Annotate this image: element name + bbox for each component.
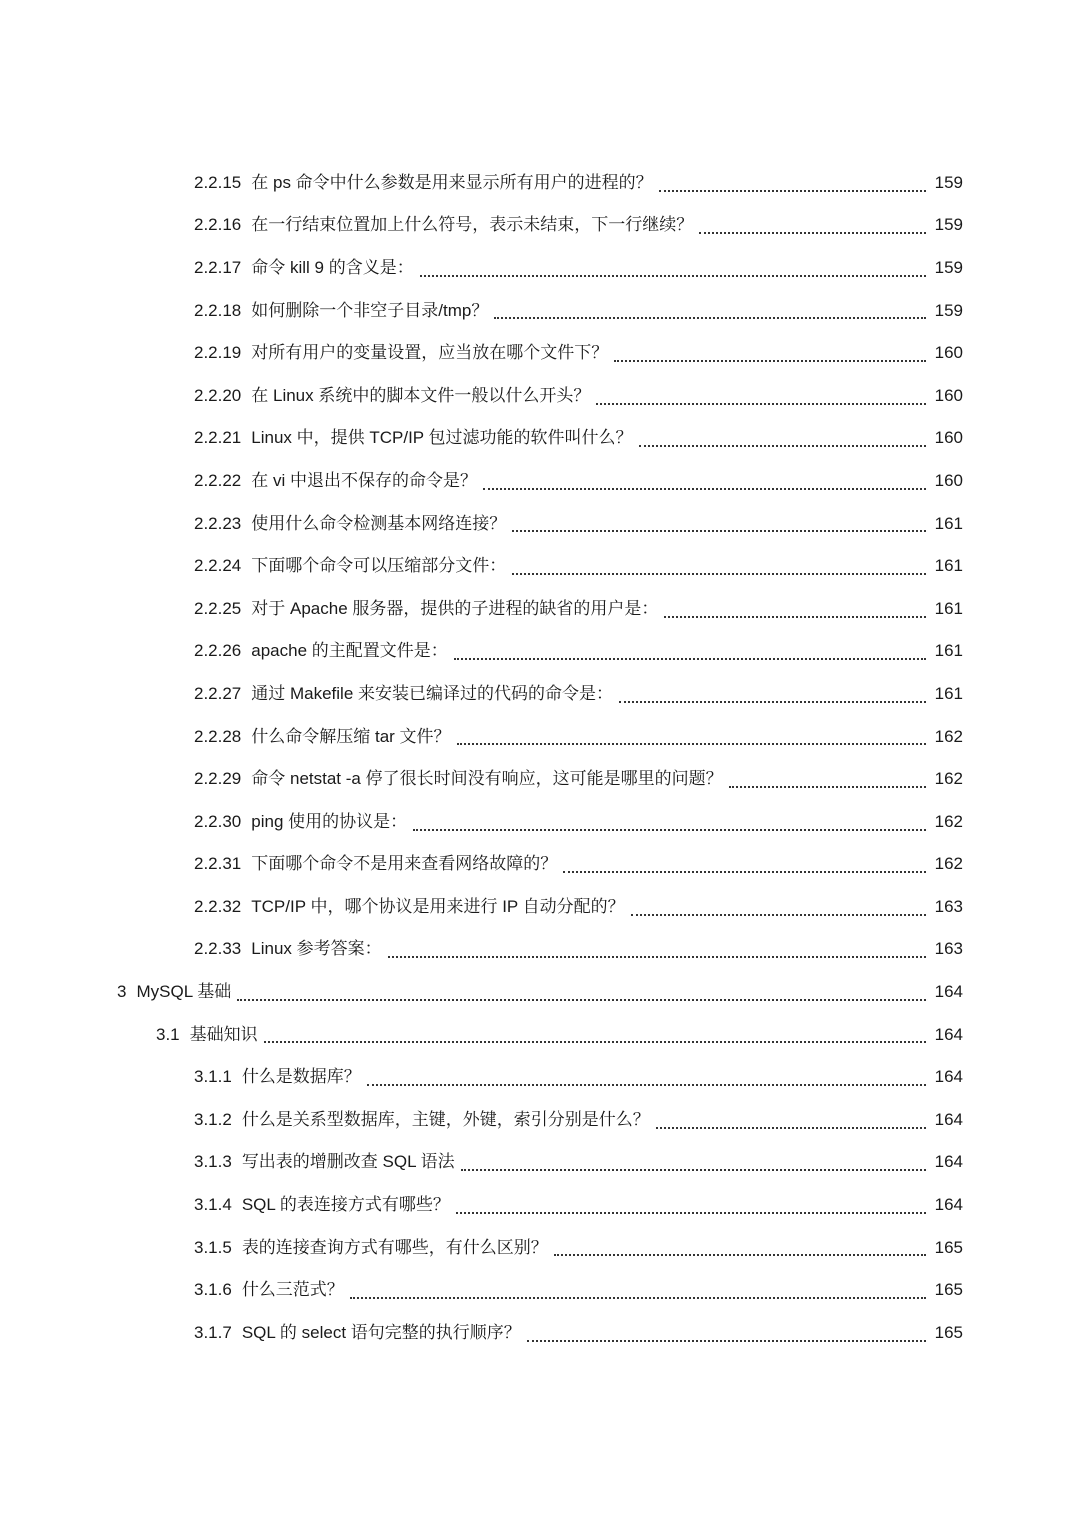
dot-leader (494, 316, 926, 319)
dot-leader (512, 529, 926, 532)
toc-entry-page-number: 164 (934, 1109, 963, 1129)
toc-entry-number: 2.2.26 (194, 641, 242, 661)
toc-entry[interactable] (0, 246, 1080, 289)
toc-entry-title: 下面哪个命令不是用来查看网络故障的？ (251, 854, 558, 874)
toc-entry-number: 2.2.21 (194, 428, 242, 448)
toc-entry[interactable] (0, 1055, 1080, 1098)
toc-entry-number: 3.1.3 (194, 1152, 232, 1172)
toc-entry-title: 下面哪个命令可以压缩部分文件： (251, 556, 507, 576)
toc-entry-title: 基础知识 (189, 1024, 258, 1044)
toc-entry-page-number: 165 (934, 1237, 963, 1257)
toc-entry-number: 2.2.27 (194, 683, 242, 703)
dot-leader (413, 828, 926, 831)
toc-entry-number: 2.2.29 (194, 769, 242, 789)
toc-entry-page-number: 165 (934, 1322, 963, 1342)
toc-entry-page-number: 164 (934, 1024, 963, 1044)
toc-entry-title: 在 vi 中退出不保存的命令是？ (251, 470, 477, 490)
toc-entry-number: 2.2.24 (194, 556, 242, 576)
dot-leader (367, 1083, 926, 1086)
toc-entry-title: apache 的主配置文件是： (251, 641, 448, 661)
dot-leader (554, 1253, 926, 1256)
toc-entry-title: 命令 kill 9 的含义是： (251, 257, 414, 277)
toc-entry[interactable] (0, 970, 1080, 1013)
toc-entry-title: 通过 Makefile 来安装已编译过的代码的命令是： (251, 683, 614, 703)
toc-entry-title: 使用什么命令检测基本网络连接？ (251, 513, 507, 533)
toc-entry[interactable] (0, 161, 1080, 204)
toc-entry[interactable] (0, 374, 1080, 417)
toc-entry[interactable] (0, 1141, 1080, 1184)
toc-entry-title: 在 Linux 系统中的脚本文件一般以什么开头？ (251, 385, 591, 405)
dot-leader (237, 998, 926, 1001)
toc-entry[interactable] (0, 1268, 1080, 1311)
dot-leader (631, 913, 926, 916)
toc-entry-number: 2.2.23 (194, 513, 242, 533)
toc-entry-number: 3.1 (156, 1024, 180, 1044)
toc-entry-page-number: 165 (934, 1280, 963, 1300)
toc-entry[interactable] (0, 1098, 1080, 1141)
toc-entry-title: SQL 的表连接方式有哪些？ (241, 1195, 450, 1215)
toc-entry-page-number: 161 (934, 556, 963, 576)
toc-entry[interactable] (0, 1183, 1080, 1226)
toc-entry-page-number: 160 (934, 470, 963, 490)
toc-entry-page-number: 164 (934, 982, 963, 1002)
dot-leader (420, 274, 926, 277)
toc-entry-page-number: 161 (934, 641, 963, 661)
toc-entry-page-number: 164 (934, 1067, 963, 1087)
toc-entry-title: 在 ps 命令中什么参数是用来显示所有用户的进程的？ (251, 172, 653, 192)
toc-entry-page-number: 159 (934, 300, 963, 320)
toc-entry-page-number: 161 (934, 513, 963, 533)
toc-entry[interactable] (0, 459, 1080, 502)
dot-leader (456, 1211, 926, 1214)
toc-entry-number: 2.2.31 (194, 854, 242, 874)
dot-leader (527, 1339, 926, 1342)
toc-entry[interactable] (0, 843, 1080, 886)
toc-entry-number: 2.2.15 (194, 172, 242, 192)
toc-entry-title: 什么是数据库？ (241, 1067, 361, 1087)
toc-entry[interactable] (0, 331, 1080, 374)
dot-leader (563, 870, 926, 873)
dot-leader (388, 955, 926, 958)
toc-entry-title: 命令 netstat -a 停了很长时间没有响应，这可能是哪里的问题？ (251, 769, 723, 789)
toc-entry-number: 2.2.17 (194, 257, 242, 277)
toc-entry-title: Linux 中，提供 TCP/IP 包过滤功能的软件叫什么？ (251, 428, 633, 448)
dot-leader (659, 189, 926, 192)
toc-entry-number: 3.1.5 (194, 1237, 232, 1257)
toc-entry-page-number: 159 (934, 215, 963, 235)
dot-leader (699, 231, 926, 234)
toc-entry-page-number: 164 (934, 1195, 963, 1215)
dot-leader (461, 1168, 926, 1171)
toc-entry[interactable] (0, 757, 1080, 800)
toc-entry-title: TCP/IP 中，哪个协议是用来进行 IP 自动分配的？ (251, 896, 625, 916)
dot-leader (264, 1040, 926, 1043)
dot-leader (614, 359, 926, 362)
toc-entry[interactable] (0, 204, 1080, 247)
toc-entry-title: 什么是关系型数据库，主键，外键，索引分别是什么？ (241, 1109, 650, 1129)
dot-leader (512, 572, 926, 575)
toc-entry[interactable] (0, 800, 1080, 843)
toc-entry-number: 3.1.4 (194, 1195, 232, 1215)
toc-entry-number: 2.2.30 (194, 811, 242, 831)
toc-entry-title: 什么命令解压缩 tar 文件？ (251, 726, 451, 746)
toc-entry-page-number: 164 (934, 1152, 963, 1172)
dot-leader (596, 402, 926, 405)
toc-entry-number: 3.1.6 (194, 1280, 232, 1300)
toc-entry[interactable] (0, 1013, 1080, 1056)
toc-entry-page-number: 162 (934, 769, 963, 789)
toc-entry-title: 如何删除一个非空子目录/tmp？ (251, 300, 489, 320)
toc-entry-number: 2.2.18 (194, 300, 242, 320)
toc-entry-title: MySQL 基础 (136, 982, 232, 1002)
toc-entry[interactable] (0, 885, 1080, 928)
toc-entry-number: 2.2.33 (194, 939, 242, 959)
toc-entry-page-number: 161 (934, 598, 963, 618)
dot-leader (457, 742, 926, 745)
toc-entry-title: 表的连接查询方式有哪些，有什么区别？ (241, 1237, 548, 1257)
toc-entry-page-number: 160 (934, 343, 963, 363)
toc-entry[interactable] (0, 1226, 1080, 1269)
toc-entry[interactable] (0, 630, 1080, 673)
toc-entry-number: 2.2.19 (194, 343, 242, 363)
toc-entry-page-number: 160 (934, 385, 963, 405)
toc-entry-title: 写出表的增删改查 SQL 语法 (241, 1152, 455, 1172)
toc-entry-title: 对于 Apache 服务器，提供的子进程的缺省的用户是： (251, 598, 659, 618)
toc-entry-page-number: 161 (934, 683, 963, 703)
dot-leader (639, 444, 926, 447)
toc-entry-title: Linux 参考答案： (251, 939, 382, 959)
toc-entry-title: 在一行结束位置加上什么符号，表示未结束，下一行继续？ (251, 215, 694, 235)
toc-entry[interactable] (0, 672, 1080, 715)
toc-entry-page-number: 159 (934, 257, 963, 277)
toc-entry-page-number: 163 (934, 896, 963, 916)
toc-entry[interactable] (0, 289, 1080, 332)
toc-entry-number: 2.2.25 (194, 598, 242, 618)
toc-entry-title: ping 使用的协议是： (251, 811, 408, 831)
dot-leader (454, 657, 926, 660)
toc-entry-page-number: 159 (934, 172, 963, 192)
toc-entry-page-number: 162 (934, 854, 963, 874)
toc-entry[interactable] (0, 502, 1080, 545)
toc-entry-number: 2.2.20 (194, 385, 242, 405)
toc-entry[interactable] (0, 417, 1080, 460)
toc-entry-number: 3.1.2 (194, 1109, 232, 1129)
toc-entry[interactable] (0, 1311, 1080, 1354)
dot-leader (483, 487, 926, 490)
toc-entry[interactable] (0, 587, 1080, 630)
toc-entry[interactable] (0, 544, 1080, 587)
dot-leader (664, 615, 926, 618)
toc-entry-page-number: 162 (934, 811, 963, 831)
dot-leader (729, 785, 926, 788)
toc-entry-number: 3.1.7 (194, 1322, 232, 1342)
table-of-contents (0, 161, 1080, 1354)
dot-leader (350, 1296, 926, 1299)
toc-entry-number: 3 (117, 982, 127, 1002)
toc-entry-number: 2.2.28 (194, 726, 242, 746)
toc-entry-page-number: 163 (934, 939, 963, 959)
toc-entry[interactable] (0, 928, 1080, 971)
toc-entry-number: 2.2.16 (194, 215, 242, 235)
toc-entry-title: 对所有用户的变量设置，应当放在哪个文件下？ (251, 343, 609, 363)
dot-leader (656, 1126, 926, 1129)
toc-entry-number: 2.2.22 (194, 470, 242, 490)
dot-leader (619, 700, 926, 703)
toc-entry-title: SQL 的 select 语句完整的执行顺序？ (241, 1322, 521, 1342)
toc-entry-page-number: 160 (934, 428, 963, 448)
toc-entry[interactable] (0, 715, 1080, 758)
toc-entry-page-number: 162 (934, 726, 963, 746)
toc-entry-title: 什么三范式？ (241, 1280, 344, 1300)
toc-entry-number: 3.1.1 (194, 1067, 232, 1087)
toc-entry-number: 2.2.32 (194, 896, 242, 916)
